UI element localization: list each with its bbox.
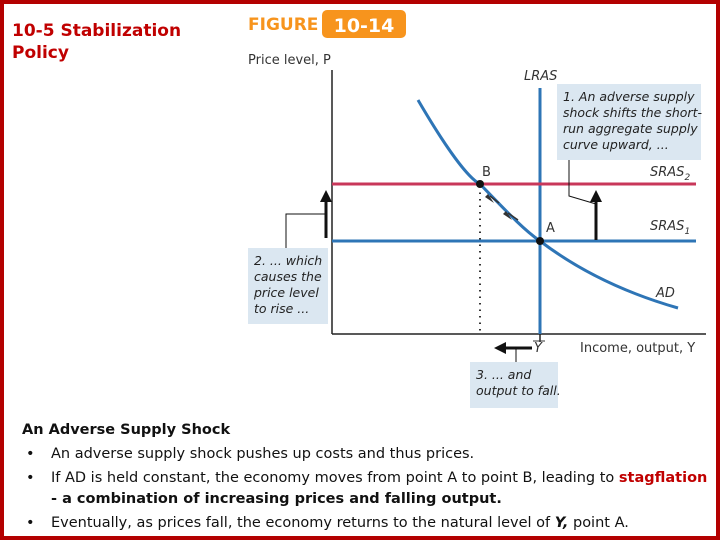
callout-1-line: shock shifts the short- [563, 105, 702, 120]
callout-2 [248, 248, 328, 324]
bullet-list [22, 444, 712, 534]
point-b [476, 180, 484, 188]
slide-body [22, 420, 712, 537]
callout-2-line: to rise ... [254, 301, 310, 316]
bullet-item [22, 513, 712, 534]
callout-1-line: 1. An adverse supply [563, 89, 695, 104]
section-heading: An Adverse Supply Shock [22, 422, 231, 438]
callout-3-line: output to fall. [476, 383, 561, 398]
callout-2-line: 2. ... which [254, 253, 323, 268]
point-a [536, 237, 544, 245]
figure-label-number: 10-14 [333, 15, 395, 37]
callout-3-line: 3. ... and [476, 367, 532, 382]
callout-1-line: curve upward, ... [563, 137, 669, 152]
point-b-label: B [482, 165, 491, 180]
bullet-text: An adverse supply shock pushes up costs and thus prices. [51, 446, 475, 462]
sras2-label: $SRAS_2$ [650, 165, 691, 183]
x-axis-label: Income, output, Y [580, 341, 696, 356]
sras1-label: $SRAS_1$ [650, 219, 691, 237]
figure-label-word: FIGURE [248, 15, 319, 35]
ad-label: AD [656, 286, 675, 301]
bullet-dot: • [26, 446, 35, 462]
callout-2-line: price level [254, 285, 319, 300]
bullet-item [22, 444, 712, 465]
slide-title: 10-5 Stabilization Policy [12, 21, 182, 63]
figure-svg [246, 8, 712, 418]
variable-y: Y, [554, 515, 569, 531]
bullet-text: Eventually, as prices fall, the economy returns to the natural level of [51, 515, 555, 531]
callout-2-line: causes the [254, 269, 322, 284]
callout-1-line: run aggregate supply [563, 121, 698, 136]
point-a-label: A [546, 221, 555, 236]
stagflation-definition: - a combination of increasing prices and falling output. [51, 491, 502, 507]
y-bar-label: Y [534, 341, 542, 356]
bullet-text-end: point A. [568, 515, 629, 531]
callout-1 [557, 84, 701, 160]
bullet-dot: • [26, 470, 35, 486]
stagflation-term: stagflation [618, 470, 708, 486]
bullet-dot: • [26, 515, 35, 531]
callout-3 [470, 362, 561, 408]
bullet-text: If AD is held constant, the economy moves from point A to point B, leading to [51, 470, 619, 486]
bullet-item [22, 468, 712, 510]
figure-panel [246, 8, 712, 418]
lras-label: LRAS [524, 69, 558, 84]
y-axis-label: Price level, P [248, 53, 331, 68]
